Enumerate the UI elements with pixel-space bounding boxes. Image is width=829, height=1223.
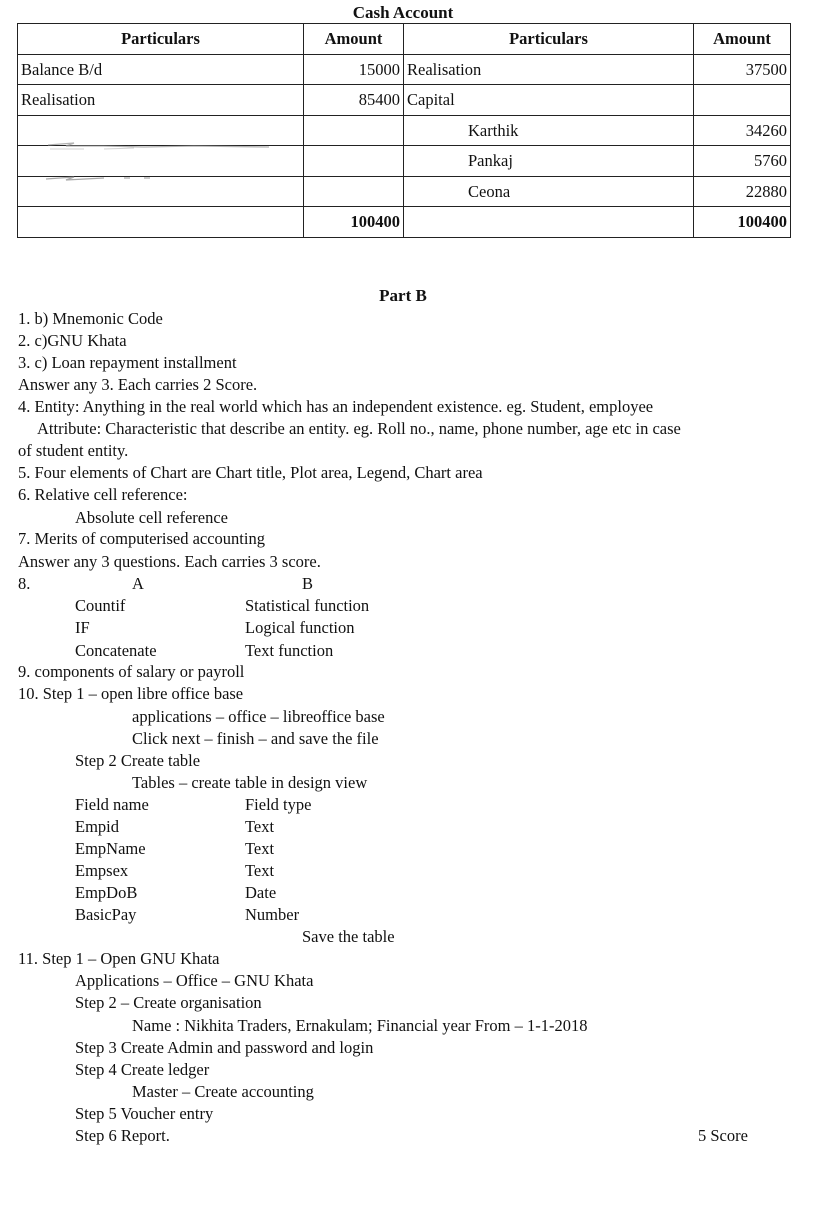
answer-6-sub: Absolute cell reference bbox=[75, 508, 228, 527]
credit-particular: Ceona bbox=[404, 176, 694, 207]
function-category: Logical function bbox=[245, 618, 355, 637]
answer-8-number: 8. bbox=[18, 574, 31, 593]
answer-2: 2. c)GNU Khata bbox=[18, 331, 127, 350]
totals-row bbox=[18, 207, 791, 238]
answer-10-step1-detail: applications – office – libreoffice base bbox=[132, 707, 385, 726]
debit-total: 100400 bbox=[304, 207, 404, 238]
field-type-header: Field type bbox=[245, 795, 312, 814]
answer-11-step2: Step 2 – Create organisation bbox=[75, 993, 262, 1012]
field-name: EmpName bbox=[75, 839, 146, 858]
answer-11-step4: Step 4 Create ledger bbox=[75, 1060, 210, 1079]
answer-11-step6: Step 6 Report. bbox=[75, 1126, 170, 1145]
debit-particular bbox=[18, 115, 304, 146]
instruction-2-score: Answer any 3. Each carries 2 Score. bbox=[18, 375, 258, 394]
answer-3: 3. c) Loan repayment installment bbox=[18, 353, 237, 372]
function-name: Concatenate bbox=[75, 641, 157, 660]
table-row bbox=[18, 176, 791, 207]
function-category: Statistical function bbox=[245, 596, 370, 615]
header-amount: Amount bbox=[304, 24, 404, 55]
answer-11-step1: 11. Step 1 – Open GNU Khata bbox=[18, 949, 220, 968]
field-type: Date bbox=[245, 883, 277, 902]
header-particulars: Particulars bbox=[404, 24, 694, 55]
field-type: Text bbox=[245, 839, 275, 858]
answer-9: 9. components of salary or payroll bbox=[18, 662, 245, 681]
credit-particular: Pankaj bbox=[404, 146, 694, 177]
debit-particular: Balance B/d bbox=[18, 54, 304, 85]
save-table-instruction: Save the table bbox=[302, 927, 395, 946]
debit-amount bbox=[304, 115, 404, 146]
credit-amount: 5760 bbox=[694, 146, 791, 177]
answer-5: 5. Four elements of Chart are Chart title, Plot area, Legend, Chart area bbox=[18, 463, 483, 482]
answer-11-step3: Step 3 Create Admin and password and login bbox=[75, 1038, 374, 1057]
credit-amount bbox=[694, 85, 791, 116]
field-name: Empsex bbox=[75, 861, 129, 880]
function-category: Text function bbox=[245, 641, 334, 660]
field-type: Text bbox=[245, 817, 275, 836]
answer-10-step2-detail: Tables – create table in design view bbox=[132, 773, 368, 792]
debit-amount: 15000 bbox=[304, 54, 404, 85]
credit-particular: Realisation bbox=[404, 54, 694, 85]
table-header-row bbox=[18, 24, 791, 55]
cash-account-title: Cash Account bbox=[352, 3, 454, 22]
answer-10-step1-detail: Click next – finish – and save the file bbox=[132, 729, 379, 748]
answer-11-step2-detail: Name : Nikhita Traders, Ernakulam; Financial year From – 1-1-2018 bbox=[132, 1016, 588, 1035]
debit-total-label bbox=[18, 207, 304, 238]
credit-total: 100400 bbox=[694, 207, 791, 238]
answer-7: 7. Merits of computerised accounting bbox=[18, 529, 265, 548]
score-label: 5 Score bbox=[698, 1126, 748, 1145]
instruction-3-score: Answer any 3 questions. Each carries 3 score. bbox=[18, 552, 321, 571]
header-amount: Amount bbox=[694, 24, 791, 55]
debit-particular: Realisation bbox=[18, 85, 304, 116]
debit-amount: 85400 bbox=[304, 85, 404, 116]
table-row bbox=[18, 85, 791, 116]
credit-particular: Karthik bbox=[404, 115, 694, 146]
answer-11-step1-detail: Applications – Office – GNU Khata bbox=[75, 971, 314, 990]
answer-4-line1: 4. Entity: Anything in the real world which has an independent existence. eg. Student, employee bbox=[18, 397, 654, 416]
answer-4-line3: of student entity. bbox=[18, 441, 129, 460]
answer-4-line2: Attribute: Characteristic that describe an entity. eg. Roll no., name, phone number, age etc in case bbox=[37, 419, 681, 438]
answer-6: 6. Relative cell reference: bbox=[18, 485, 188, 504]
function-name: IF bbox=[75, 618, 90, 637]
answer-8-column-b: B bbox=[302, 574, 314, 593]
table-row bbox=[18, 146, 791, 177]
field-name: BasicPay bbox=[75, 905, 137, 924]
field-name: EmpDoB bbox=[75, 883, 138, 902]
field-name-header: Field name bbox=[75, 795, 149, 814]
debit-particular bbox=[18, 176, 304, 207]
answer-11-step4-detail: Master – Create accounting bbox=[132, 1082, 314, 1101]
answer-1: 1. b) Mnemonic Code bbox=[18, 309, 163, 328]
function-name: Countif bbox=[75, 596, 126, 615]
debit-amount bbox=[304, 176, 404, 207]
credit-amount: 37500 bbox=[694, 54, 791, 85]
answer-10-step2: Step 2 Create table bbox=[75, 751, 201, 770]
header-particulars: Particulars bbox=[18, 24, 304, 55]
table-row bbox=[18, 54, 791, 85]
field-name: Empid bbox=[75, 817, 119, 836]
field-type: Number bbox=[245, 905, 300, 924]
part-b-heading: Part B bbox=[379, 286, 427, 305]
table-row bbox=[18, 115, 791, 146]
credit-particular: Capital bbox=[404, 85, 694, 116]
answer-11-step5: Step 5 Voucher entry bbox=[75, 1104, 214, 1123]
credit-amount: 22880 bbox=[694, 176, 791, 207]
answer-8-column-a: A bbox=[132, 574, 144, 593]
cash-account-table bbox=[17, 23, 791, 238]
credit-total-label bbox=[404, 207, 694, 238]
debit-amount bbox=[304, 146, 404, 177]
credit-amount: 34260 bbox=[694, 115, 791, 146]
answer-10-step1: 10. Step 1 – open libre office base bbox=[18, 684, 244, 703]
debit-particular bbox=[18, 146, 304, 177]
field-type: Text bbox=[245, 861, 275, 880]
